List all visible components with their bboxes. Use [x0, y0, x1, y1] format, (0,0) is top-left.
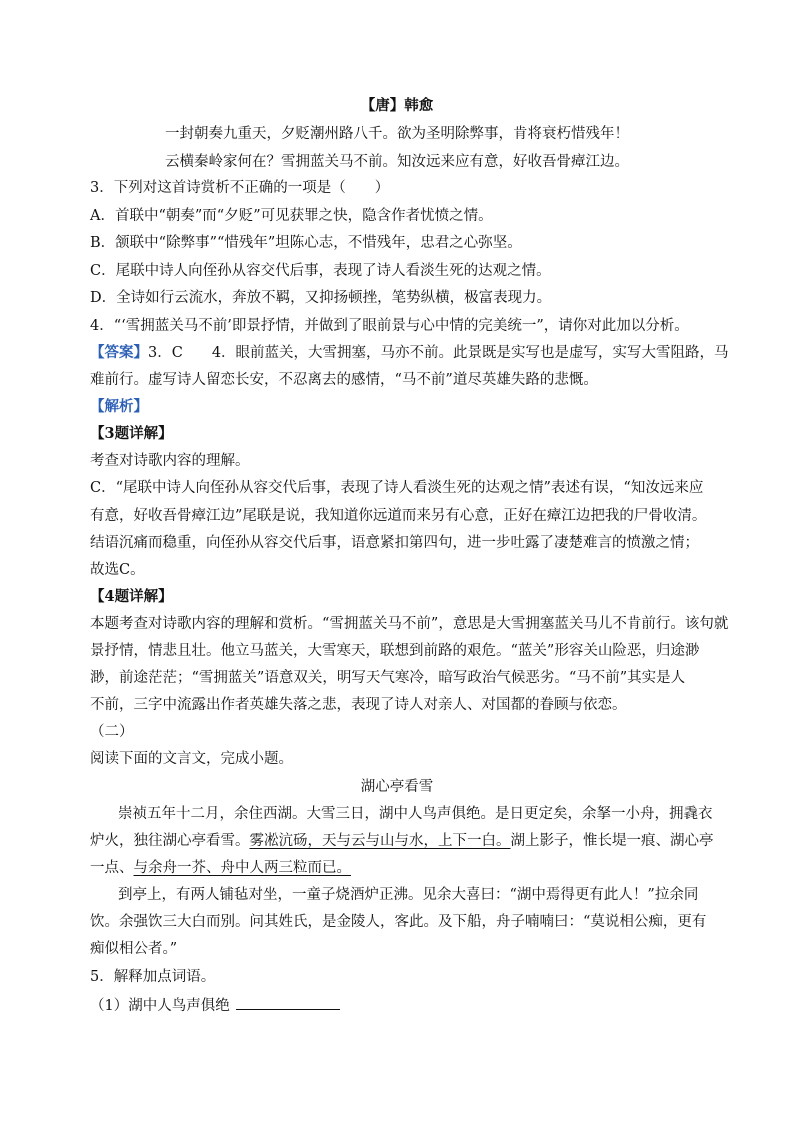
answer-line-2: 难前行。虚写诗人留恋长安，不忍离去的感情，“马不前”道尽英雄失路的悲慨。: [90, 372, 598, 388]
detail-4-para-2: 景抒情，情悲且壮。他立马蓝关，大雪寒天，联想到前路的艰危。“蓝关”形容关山险恶，归途渺: [90, 643, 700, 659]
passage-title: 湖心亭看雪: [360, 779, 434, 795]
answer-line-1: [90, 343, 729, 363]
question-5-item-1: [90, 995, 340, 1016]
question-5-stem: 5．解释加点词语。: [90, 969, 216, 985]
question-3-option-c: C．尾联中诗人向侄孙从容交代后事，表现了诗人看淡生死的达观之情。: [90, 263, 551, 279]
section-2-instruction: 阅读下面的文言文，完成小题。: [90, 751, 293, 767]
poem-line-2: 云横秦岭家何在？雪拥蓝关马不前。知汝远来应有意，好收吾骨瘴江边。: [165, 154, 629, 170]
detail-3-para-2: C．“尾联中诗人向侄孙从容交代后事，表现了诗人看淡生死的达观之情”表述有误，“知汝远来应: [90, 480, 704, 496]
passage-text: 湖上影子，惟长堤一痕、湖心亭: [510, 833, 714, 849]
detail-3-para-4: 结语沉痛而稳重，向侄孙从容交代后事，语意紧扣第四句，进一步吐露了凄楚难言的愤激之情；: [90, 535, 699, 551]
answer-tag: 【答案】: [90, 344, 148, 361]
passage-p2-line-2: 饮。余强饮三大白而别。问其姓氏，是金陵人，客此。及下船，舟子喃喃曰：“莫说相公痴，更有: [90, 914, 707, 930]
detail-4-para-4: 不前，三字中流露出作者英雄失落之悲，表现了诗人对亲人、对国都的眷顾与依恋。: [90, 697, 627, 713]
answer-blank[interactable]: [236, 995, 340, 1010]
question-3-option-a: A．首联中“朝奏”而“夕贬”可见获罪之快，隐含作者忧愤之情。: [90, 208, 493, 224]
answer-text-1: 3．C 4．眼前蓝关，大雪拥塞，马亦不前。此景既是实写也是虚写，实写大雪阻路，马: [148, 345, 729, 361]
detail-4-para-1: 本题考查对诗歌内容的理解和赏析。“雪拥蓝关马不前”，意思是大雪拥塞蓝关马儿不肯前行。该句就: [90, 616, 729, 632]
passage-text: 一点、: [90, 860, 134, 876]
passage-text: 炉火，独往湖心亭看雪。: [90, 833, 250, 849]
passage-p1-line-3: [90, 858, 351, 878]
detail-3-heading: 【3题详解】: [90, 425, 173, 442]
question-3-stem: 3．下列对这首诗赏析不正确的一项是（ ）: [90, 180, 390, 196]
detail-4-heading: 【4题详解】: [90, 588, 173, 605]
detail-3-para-3: 有意，好收吾骨瘴江边”尾联是说，我知道你远道而来另有心意，正好在瘴江边把我的尸骨收清。: [90, 508, 707, 524]
section-2-label: （二）: [90, 724, 134, 740]
question-5-item-1-text: （1）湖中人鸟声俱绝: [90, 998, 230, 1014]
detail-4-para-3: 渺，前途茫茫；“雪拥蓝关”语意双关，明写天气寒冷，暗写政治气候恶劣。“马不前”其实是人: [90, 670, 686, 686]
question-3-option-b: B．颔联中“除弊事”“惜残年”坦陈心志，不惜残年，忠君之心弥坚。: [90, 235, 522, 251]
poem-line-1: 一封朝奏九重天，夕贬潮州路八千。欲为圣明除弊事，肯将衰朽惜残年！: [165, 126, 629, 142]
underlined-sentence-2: 与余舟一芥、舟中人两三粒而已。: [133, 860, 351, 876]
passage-p2-line-3: 痴似相公者。”: [90, 941, 178, 957]
analysis-tag: 【解析】: [90, 398, 148, 415]
poem-author: 【唐】韩愈: [360, 97, 434, 114]
detail-3-para-1: 考查对诗歌内容的理解。: [90, 453, 250, 469]
question-4-stem: 4．“‘雪拥蓝关马不前’即景抒情，并做到了眼前景与心中情的完美统一”，请你对此加以分析。: [90, 318, 689, 334]
passage-p1-line-1: 崇祯五年十二月，余住西湖。大雪三日，湖中人鸟声俱绝。是日更定矣，余拏一小舟，拥毳衣: [118, 806, 713, 822]
detail-3-para-5: 故选C。: [90, 562, 145, 578]
underlined-sentence-1: 雾凇沆砀，天与云与山与水，上下一白。: [249, 833, 511, 849]
passage-p1-line-2: [90, 831, 714, 851]
question-3-option-d: D．全诗如行云流水，奔放不羁，又抑扬顿挫，笔势纵横，极富表现力。: [90, 290, 552, 306]
passage-p2-line-1: 到亭上，有两人铺毡对坐，一童子烧酒炉正沸。见余大喜曰：“湖中焉得更有此人！”拉余同: [118, 887, 699, 903]
